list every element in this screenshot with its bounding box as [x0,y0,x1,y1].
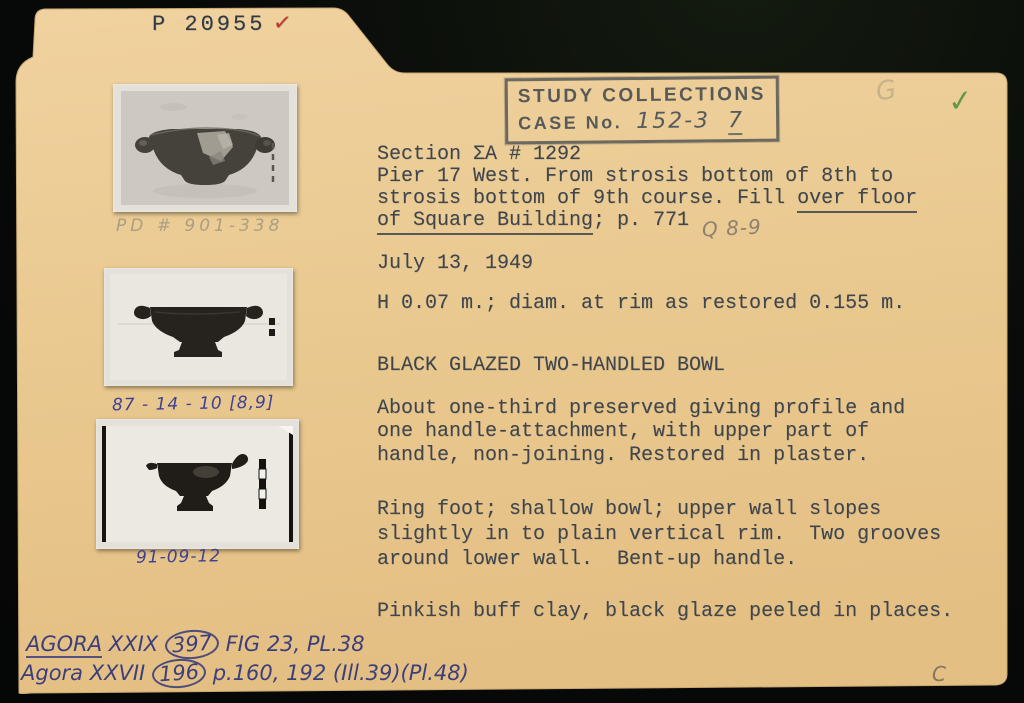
provenance-line-3-text: ; p. 771 [593,209,690,232]
reference-2-detail: p.160, 192 (Ill.39)(Pl.48) [206,661,469,685]
green-checkmark-icon: ✓ [946,82,975,121]
date-line: July 13, 1949 [377,252,534,275]
reference-2-volume: Agora XXVII [21,661,152,685]
photo-bowl-restored [96,419,299,549]
red-checkmark-icon: ✓ [272,9,297,38]
photo-caption-negative-number-2: 91-09-12 [135,546,222,568]
condition-line-1: About one-third preserved giving profile and [377,397,906,420]
study-collections-stamp [505,76,780,145]
bowl-interior-image [121,91,289,205]
inventory-number-text: P 20955 [152,12,266,37]
object-title: BLACK GLAZED TWO-HANDLED BOWL [377,354,726,377]
reference-1-volume: XXIX [102,632,165,656]
photo-bowl-profile [104,268,293,386]
photo-checkered-scale [259,459,266,509]
photo-scale-block [269,318,275,325]
pencil-letter-mark: C [932,662,946,686]
provenance-line-2-text: strosis bottom of 9th course. Fill [377,187,798,210]
photo-caption-negative-number-1: 87 - 14 - 10 [8,9] [111,392,275,416]
provenance-line-3 [377,209,689,232]
photo-caption-pd-number: PD # 901-338 [116,216,284,236]
photo-scale-block [269,329,275,336]
grid-reference-note: Q 8-9 [701,214,763,242]
reference-1-series: AGORA [26,632,103,656]
condition-line-2: one handle-attachment, with upper part of [377,420,870,443]
reference-2-catalog-number: 196 [151,657,207,690]
reference-1-catalog-number: 397 [164,628,220,661]
shape-line-1: Ring foot; shallow bowl; upper wall slopes [377,498,882,521]
shape-line-3: around lower wall. Bent-up handle. [377,548,798,571]
photo-bowl-interior [113,84,297,212]
fabric-line: Pinkish buff clay, black glaze peeled in places. [377,600,954,623]
reference-1-detail: FIG 23, PL.38 [218,632,365,656]
bowl-profile-image [110,274,287,380]
stamp-title: STUDY COLLECTIONS [517,83,766,108]
publication-reference-1 [26,630,365,659]
provenance-underlined-2: of Square Building [377,209,593,235]
shape-line-2: slightly in to plain vertical rim. Two grooves [377,523,942,546]
section-line: Section ΣA # 1292 [377,143,582,166]
publication-reference-2 [21,659,469,688]
provenance-line-1: Pier 17 West. From strosis bottom of 8th to [377,165,894,188]
stamp-case-label: CASE No. [518,112,623,134]
dimensions-line: H 0.07 m.; diam. at rim as restored 0.155 m. [377,292,906,315]
condition-line-3: handle, non-joining. Restored in plaster. [377,444,870,467]
provenance-underlined-1: over floor [797,187,917,213]
bowl-restored-image [102,426,293,542]
inventory-number [152,11,295,37]
stamp-case-number: 152-3 [636,108,711,135]
pencil-initial-mark: G [874,74,899,108]
stamp-case-extra-number: 7 [727,107,743,134]
provenance-line-2 [377,187,917,210]
